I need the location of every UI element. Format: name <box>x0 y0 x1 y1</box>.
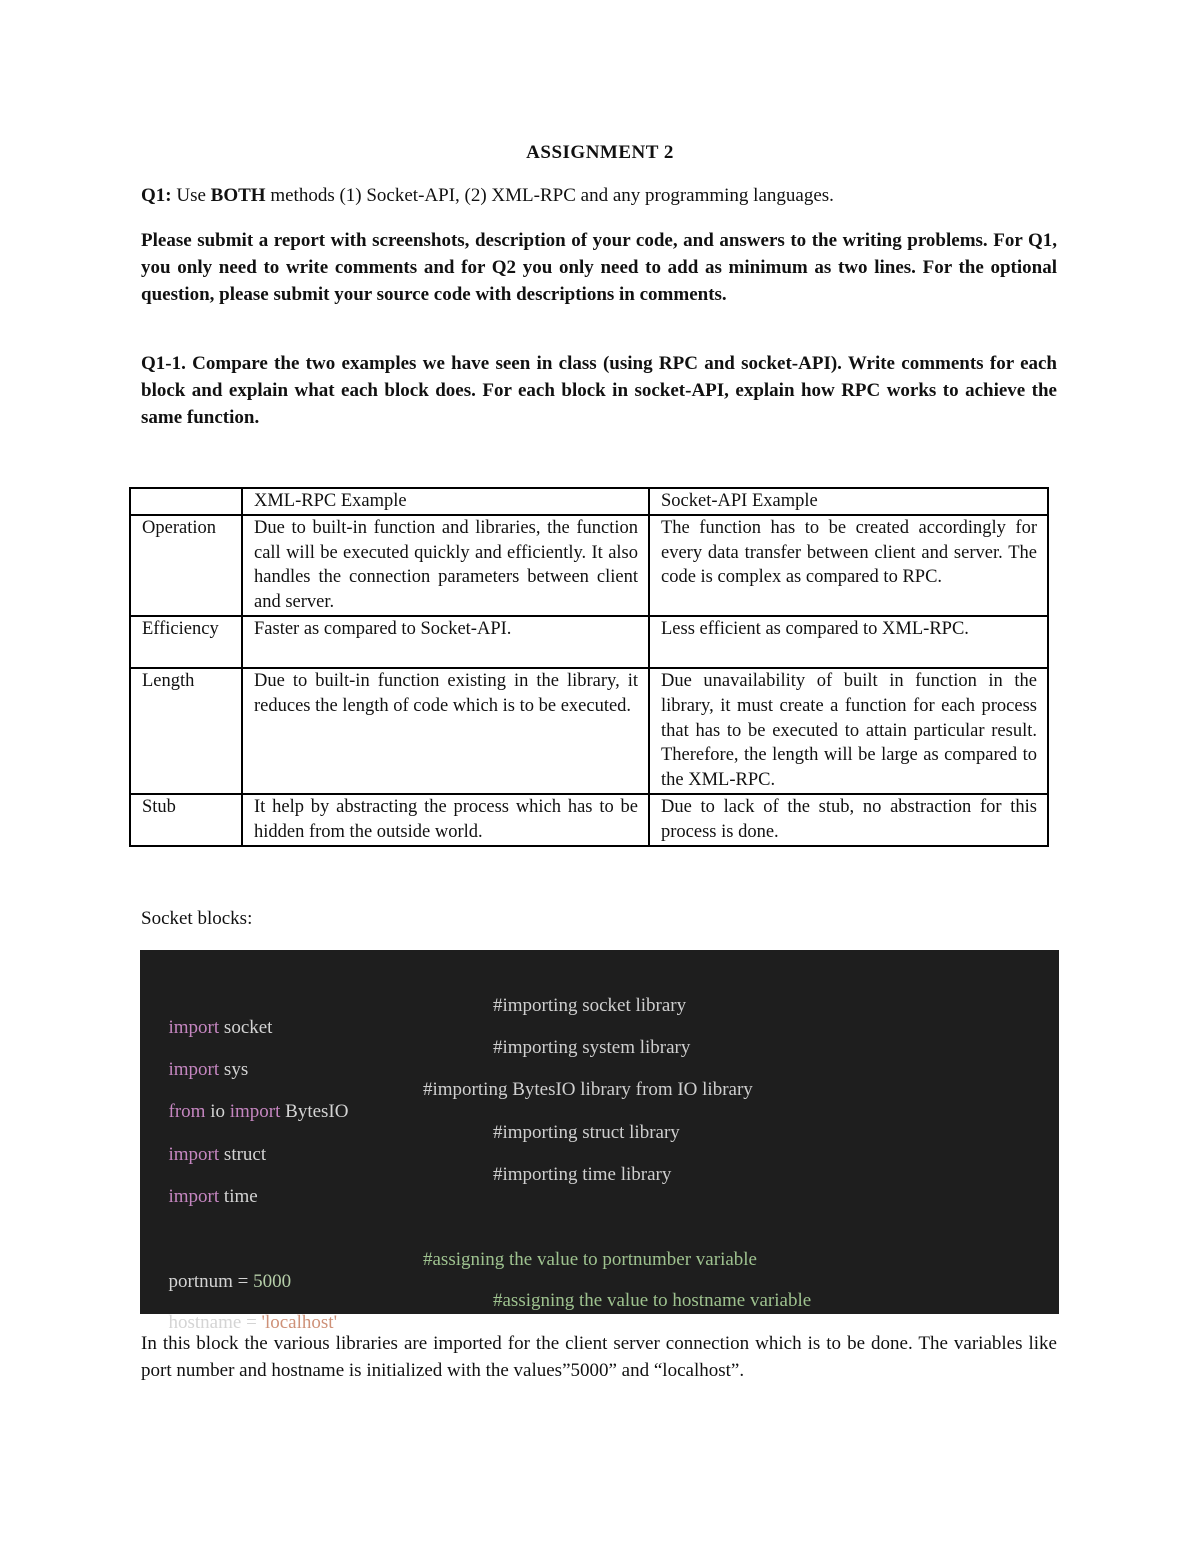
code-comment: #importing socket library <box>493 995 687 1016</box>
code-comment: #importing BytesIO library from IO library <box>423 1079 753 1100</box>
socket-cell: Due to lack of the stub, no abstraction for this process is done. <box>649 794 1048 846</box>
code-keyword: import <box>168 1017 220 1038</box>
row-label: Stub <box>130 794 242 846</box>
code-keyword: import <box>168 1186 220 1207</box>
code-keyword: from <box>168 1101 206 1122</box>
code-comment: #importing time library <box>493 1164 672 1185</box>
code-comment: #assigning the value to portnumber variable <box>423 1249 757 1270</box>
code-text: BytesIO <box>280 1101 349 1122</box>
socket-cell: Due unavailability of built in function in the library, it must create a function for each process that has to be executed to attain particular result. Therefore, the length will be large as compared to the XML-RPC. <box>649 668 1048 794</box>
code-string: 'localhost' <box>261 1312 337 1333</box>
code-text: socket <box>219 1017 273 1038</box>
code-keyword: import <box>229 1101 281 1122</box>
code-line <box>140 1164 258 1230</box>
question-1-text-before: Use <box>171 185 211 206</box>
table-header-cell: Socket-API Example <box>649 488 1048 515</box>
question-1-1-paragraph: Q1-1. Compare the two examples we have seen in class (using RPC and socket-API). Write comments for each block and explain what each block does. For each block in socket-API, explain how RPC works to achieve the same function. <box>141 353 1057 428</box>
xmlrpc-cell: Faster as compared to Socket-API. <box>242 616 649 668</box>
instructions-paragraph: Please submit a report with screenshots, description of your code, and answers to the writing problems. For Q1, you only need to write comments and for Q2 you only need to add as minimum as two lines. For the optional question, please submit your source code with descriptions in comments. <box>141 230 1057 305</box>
code-comment: #importing system library <box>493 1037 691 1058</box>
page-title: ASSIGNMENT 2 <box>526 142 674 163</box>
code-text: portnum = <box>168 1271 254 1292</box>
table-row <box>130 668 1048 794</box>
code-keyword: import <box>168 1144 220 1165</box>
question-1-label: Q1: <box>141 185 172 206</box>
code-text: struct <box>219 1144 267 1165</box>
row-label: Length <box>130 668 242 794</box>
code-comment: #importing struct library <box>493 1122 680 1143</box>
socket-cell: The function has to be created accordingly for every data transfer between client and server. The code is complex as compared to RPC. <box>649 515 1048 616</box>
table-header-row <box>130 488 1048 515</box>
socket-cell: Less efficient as compared to XML-RPC. <box>649 616 1048 668</box>
code-keyword: import <box>168 1059 220 1080</box>
code-text: io <box>205 1101 230 1122</box>
xmlrpc-cell: Due to built-in function and libraries, the function call will be executed quickly and efficiently. It also handles the connection parameters between client and server. <box>242 515 649 616</box>
table-row <box>130 794 1048 846</box>
table-row <box>130 616 1048 668</box>
xmlrpc-cell: Due to built-in function existing in the library, it reduces the length of code which is to be executed. <box>242 668 649 794</box>
question-1-both: BOTH <box>210 185 266 206</box>
row-label: Operation <box>130 515 242 616</box>
block-description: In this block the various libraries are imported for the client server connection which is to be done. The variables like port number and hostname is initialized with the values”5000” and “localhost”. <box>141 1333 1057 1381</box>
code-text: sys <box>219 1059 249 1080</box>
code-number: 5000 <box>253 1271 292 1292</box>
socket-blocks-label: Socket blocks: <box>141 908 253 929</box>
table-header-cell <box>130 488 242 515</box>
code-comment: #assigning the value to hostname variable <box>493 1290 812 1311</box>
question-1-text-after: methods (1) Socket-API, (2) XML-RPC and any programming languages. <box>265 185 834 206</box>
xmlrpc-cell: It help by abstracting the process which has to be hidden from the outside world. <box>242 794 649 846</box>
code-text: hostname = <box>168 1312 262 1333</box>
table-header-cell: XML-RPC Example <box>242 488 649 515</box>
row-label: Efficiency <box>130 616 242 668</box>
comparison-table <box>129 487 1049 847</box>
code-text: time <box>219 1186 258 1207</box>
question-1 <box>141 185 1061 207</box>
code-block <box>140 950 1059 1333</box>
table-row <box>130 515 1048 616</box>
